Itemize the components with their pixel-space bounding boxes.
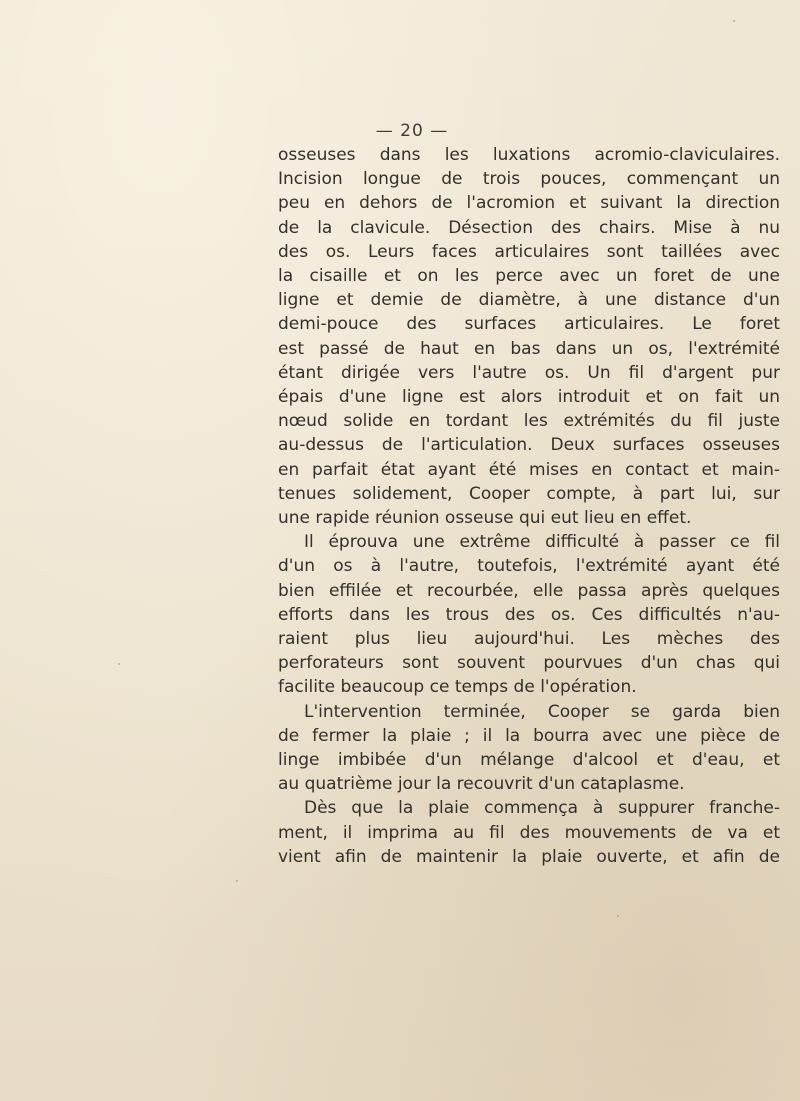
paper-speck xyxy=(617,915,619,917)
text-line: une rapide réunion osseuse qui eut lieu en effet. xyxy=(278,508,692,529)
text-line: au quatrième jour la recouvrit d'un cataplasme. xyxy=(278,774,685,795)
page-number: — 20 — xyxy=(375,121,449,141)
text-line: L'intervention terminée, Cooper se garda bien xyxy=(304,701,780,722)
paper-speck xyxy=(118,663,120,665)
text-line: tenues solidement, Cooper compte, à part lui, sur xyxy=(278,483,780,504)
text-line: Il éprouva une extrême difficulté à passer ce fil xyxy=(304,532,780,553)
text-line: bien effilée et recourbée, elle passa après quelques xyxy=(278,580,780,601)
text-line: perforateurs sont souvent pourvues d'un chas qui xyxy=(278,653,780,674)
text-line: demi-pouce des surfaces articulaires. Le foret xyxy=(278,314,780,335)
text-line: étant dirigée vers l'autre os. Un fil d'argent pur xyxy=(278,362,780,383)
text-line: linge imbibée d'un mélange d'alcool et d'eau, et xyxy=(278,750,780,771)
text-line: épais d'une ligne est alors introduit et on fait un xyxy=(278,387,780,408)
text-line: raient plus lieu aujourd'hui. Les mèches des xyxy=(278,629,780,650)
body-text xyxy=(278,143,780,869)
text-line: des os. Leurs faces articulaires sont taillées avec xyxy=(278,241,780,262)
text-line: la cisaille et on les perce avec un foret de une xyxy=(278,266,780,287)
paper-speck xyxy=(236,880,238,882)
text-line: nœud solide en tordant les extrémités du fil juste xyxy=(278,411,780,432)
text-line: peu en dehors de l'acromion et suivant la direction xyxy=(278,193,780,214)
text-line: au-dessus de l'articulation. Deux surfaces osseuses xyxy=(278,435,780,456)
text-line: Dès que la plaie commença à suppurer franche- xyxy=(304,798,780,819)
text-line: Incision longue de trois pouces, commençant un xyxy=(278,169,780,190)
text-line: d'un os à l'autre, toutefois, l'extrémité ayant été xyxy=(278,556,780,577)
paper-speck xyxy=(733,20,735,22)
text-line: vient afin de maintenir la plaie ouverte, et afin de xyxy=(278,846,780,867)
text-line: est passé de haut en bas dans un os, l'extrémité xyxy=(278,338,780,359)
text-line: de fermer la plaie ; il la bourra avec une pièce de xyxy=(278,725,780,746)
text-line: de la clavicule. Désection des chairs. Mise à nu xyxy=(278,217,780,238)
text-line: efforts dans les trous des os. Ces difficultés n'au- xyxy=(278,604,780,625)
text-line: facilite beaucoup ce temps de l'opération. xyxy=(278,677,637,698)
text-line: osseuses dans les luxations acromio-claviculaires. xyxy=(278,145,780,165)
text-line: ment, il imprima au fil des mouvements de va et xyxy=(278,822,780,843)
text-line: ligne et demie de diamètre, à une distance d'un xyxy=(278,290,780,311)
text-line: en parfait état ayant été mises en contact et main- xyxy=(278,459,780,480)
